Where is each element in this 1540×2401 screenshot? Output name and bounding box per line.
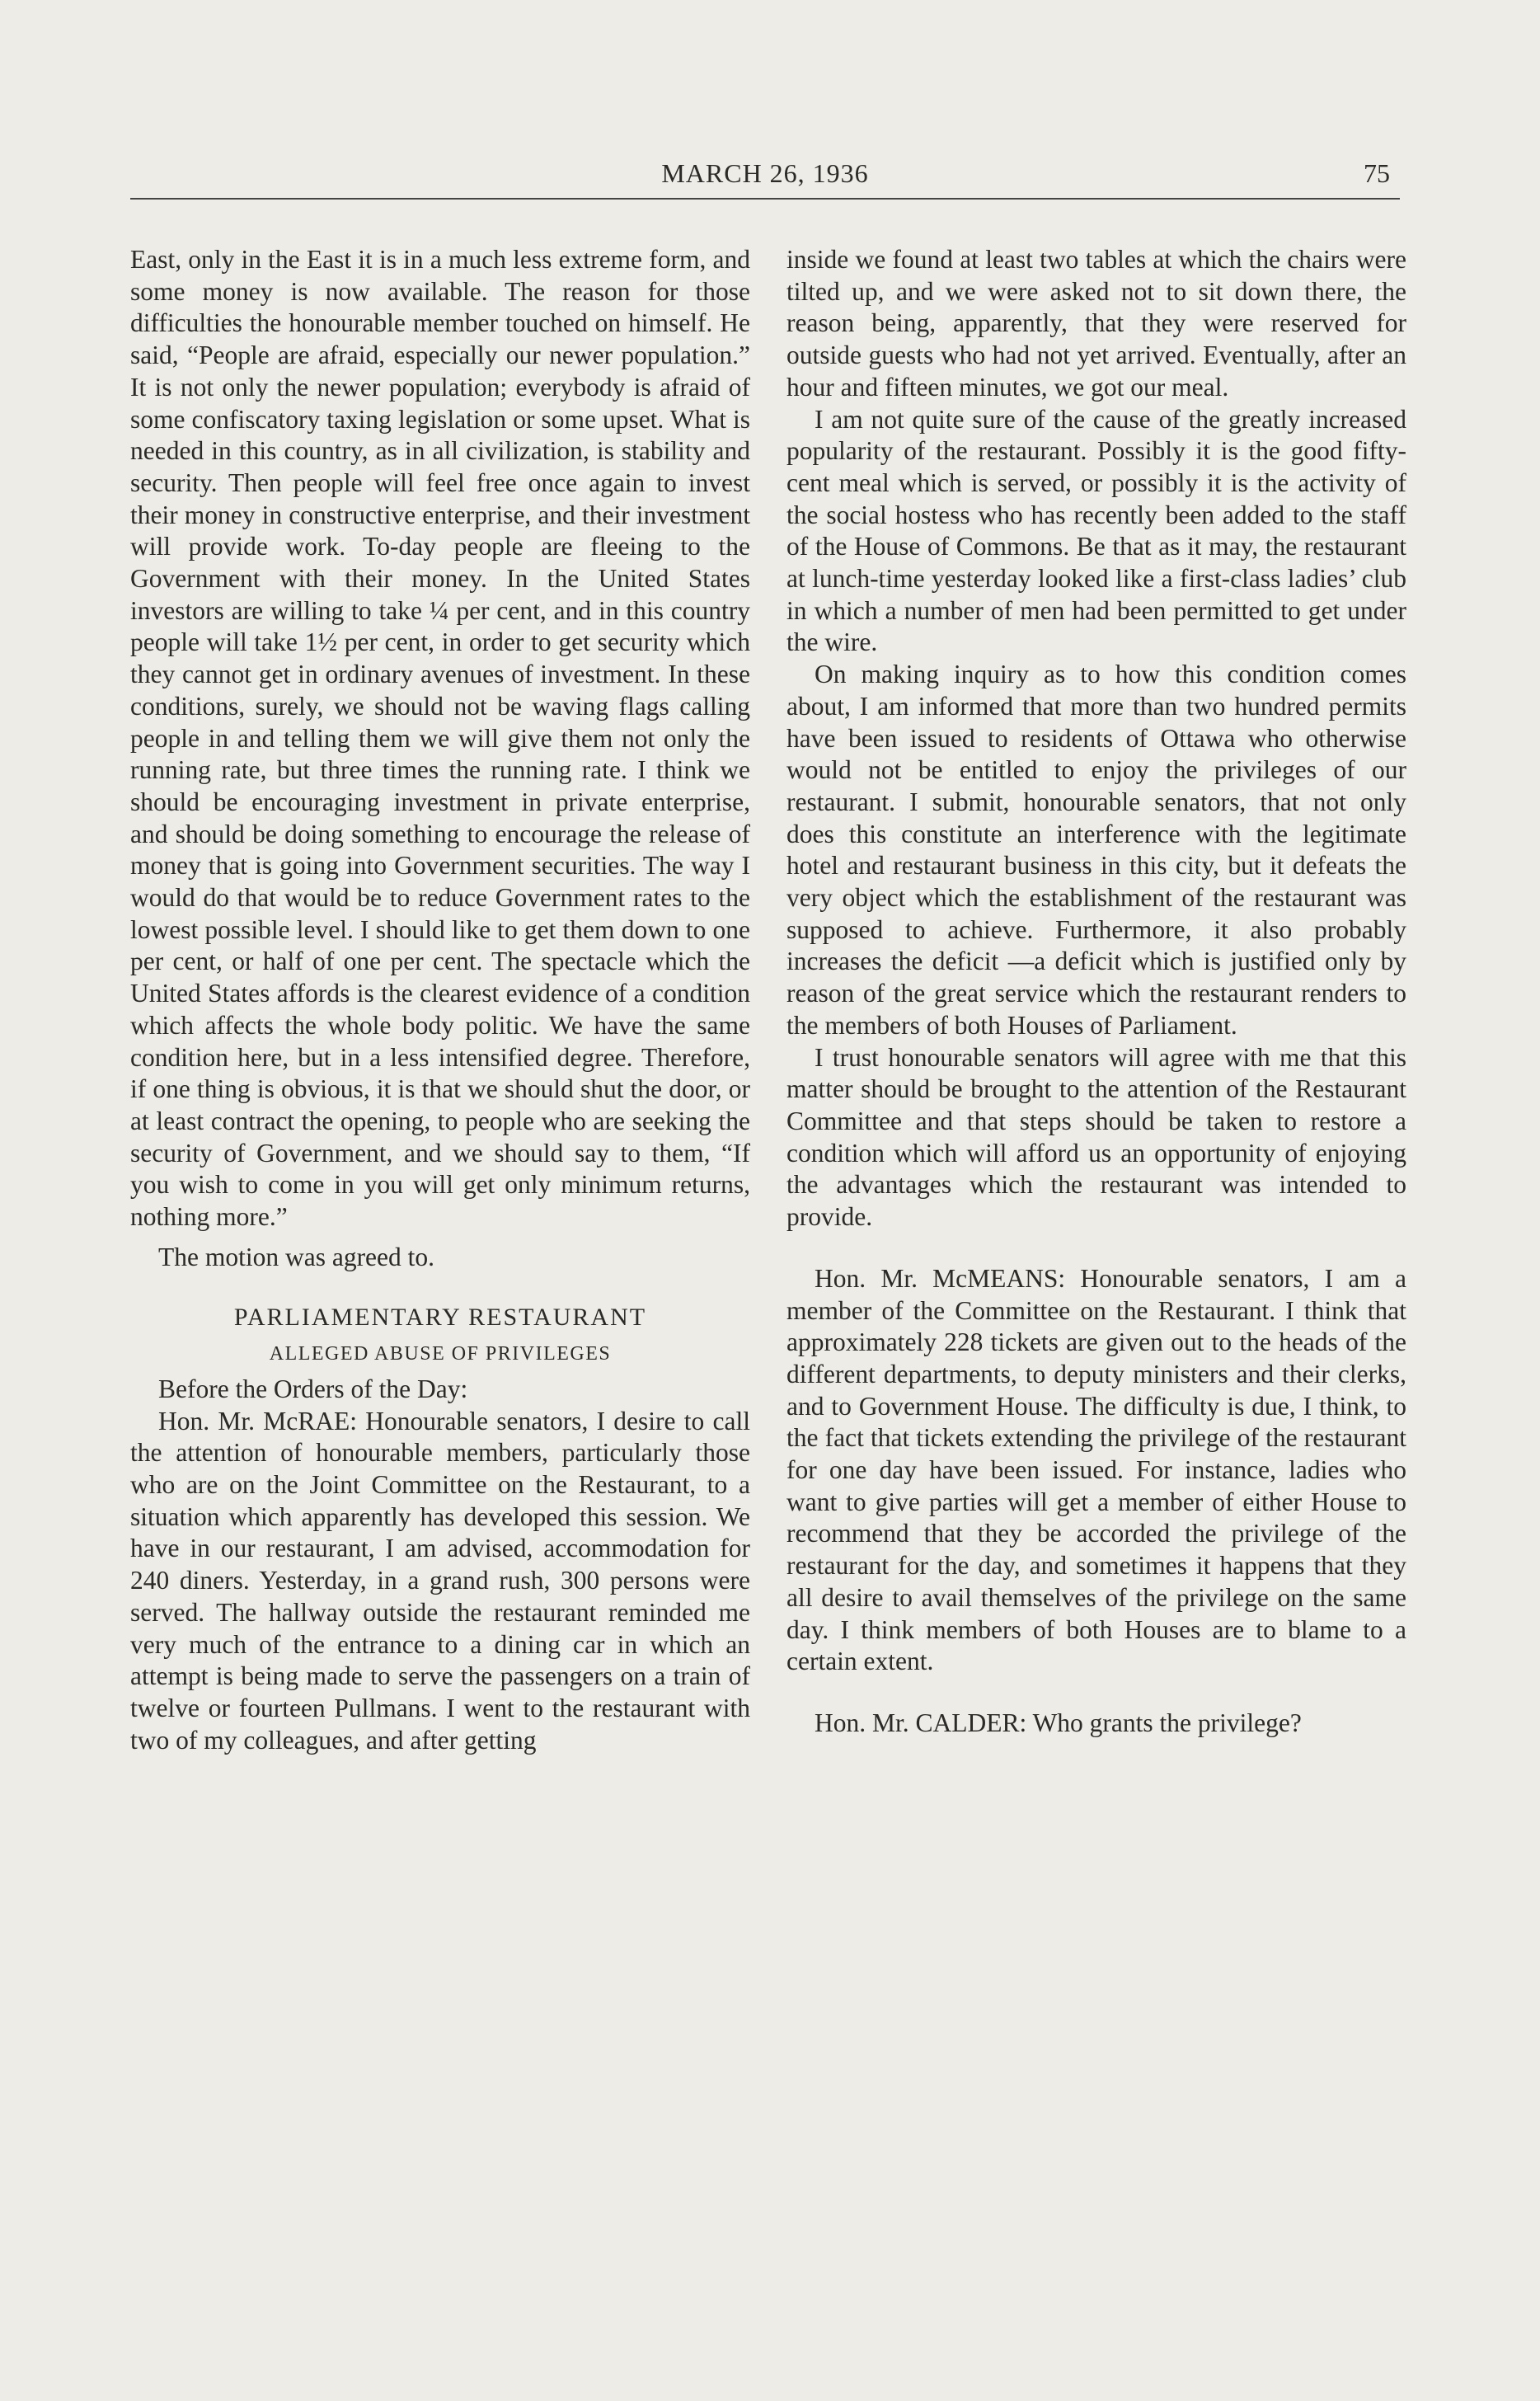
section-heading: PARLIAMENTARY RESTAURANT [233, 1303, 647, 1331]
paragraph: East, only in the East it is in a much less extreme form, and some money is now available. The reason for those difficulties the honourable member touched on himself. He said, “People are afraid, especially our newer population.” It is not only the newer population; everybody is afraid of some confiscatory taxing legislation or some upset. What is needed in this country, as in all civilization, is stability and security. Then people will feel free once again to invest their money in constructive enterprise, and their investment will provide work. To-day people are fleeing to the Government with their money. In the United States investors are willing to take ¼ per cent, and in this country people will take 1½ per cent, in order to get security which they cannot get in ordinary avenues of investment. In these conditions, surely, we should not be waving flags calling people in and telling them we will give them not only the running rate, but three times the running rate. I think we should be encouraging investment in private enterprise, and should be doing something to encourage the release of money that is going into Government securities. The way I would do that would be to reduce Government rates to the lowest possible level. I should like to get them down to one per cent, or half of one per cent. The spectacle which the United States affords is the clearest evidence of a condition which affects the whole body politic. We have the same condition here, but in a less intensified degree. Therefore, if one thing is obvious, it is that we should shut the door, or at least contract the opening, to people who are seeking the security of Government, and we should say to them, “If you wish to come in you will get only minimum returns, nothing more.” [130, 245, 750, 1232]
paragraph: On making inquiry as to how this condition comes about, I am informed that more than two hundred permits have been issued to residents of Ottawa who otherwise would not be entitled to enjoy the privileges of our restaurant. I submit, honourable senators, that not only does this constitute an interference with the legitimate hotel and restaurant business in this city, but it defeats the very object which the establishment of the restaurant was supposed to achieve. Furthermore, it also probably increases the deficit —a deficit which is justified only by reason of the great service which the restaurant renders to the members of both Houses of Parliament. [786, 660, 1406, 1040]
orders-line: Before the Orders of the Day: [158, 1374, 468, 1403]
speech-calder: Hon. Mr. CALDER: Who grants the privilege? [815, 1708, 1302, 1737]
right-column [786, 244, 1406, 1740]
paragraph: I am not quite sure of the cause of the greatly increased popularity of the restaurant. Possibly it is the good fifty-cent meal which is served, or possibly it is the activity of the social hostess who has recently been added to the staff of the House of Commons. Be that as it may, the restaurant at lunch-time yesterday looked like a first-class ladies’ club in which a number of men had been permitted to get under the wire. [786, 404, 1406, 657]
speech-mcrae: Hon. Mr. McRAE: Honourable senators, I desire to call the attention of honourable members, particularly those who are on the Joint Committee on the Restaurant, to a situation which apparently has developed this session. We have in our restaurant, I am advised, accommodation for 240 diners. Yesterday, in a grand rush, 300 persons were served. The hallway outside the restaurant reminded me very much of the entrance to a dining car in which an attempt is being made to serve the passengers on a train of twelve or fourteen Pullmans. I went to the restaurant with two of my colleagues, and after getting [130, 1406, 750, 1755]
motion-result: The motion was agreed to. [158, 1242, 435, 1271]
left-column [130, 244, 750, 1756]
paragraph: I trust honourable senators will agree with me that this matter should be brought to the attention of the Restaurant Committee and that steps should be taken to restore a condition which will afford us an opportunity of enjoying the advantages which the restaurant was intended to provide. [786, 1042, 1406, 1232]
section-subheading: ALLEGED ABUSE OF PRIVILEGES [269, 1343, 612, 1365]
speech-mcmeans: Hon. Mr. McMEANS: Honourable senators, I am a member of the Committee on the Restaurant. I think that approximately 228 tickets are given out to the heads of the different departments, to deputy ministers and their clerks, and to Government House. The difficulty is due, I think, to the fact that tickets extending the privilege of the restaurant for one day have been issued. For instance, ladies who want to give parties will get a member of either House to recommend that they be accorded the privilege of the restaurant for the day, and sometimes it happens that they all desire to avail themselves of the privilege on the same day. I think members of both Houses are to blame to a certain extent. [786, 1263, 1406, 1676]
header-date: MARCH 26, 1936 [661, 158, 869, 188]
running-header [130, 158, 1400, 200]
paragraph: inside we found at least two tables at which the chairs were tilted up, and we were asked not to sit down there, the reason being, apparently, that they were reserved for outside guests who had not yet arrived. Eventually, after an hour and fifteen minutes, we got our meal. [786, 245, 1406, 402]
page-number: 75 [1364, 158, 1390, 188]
